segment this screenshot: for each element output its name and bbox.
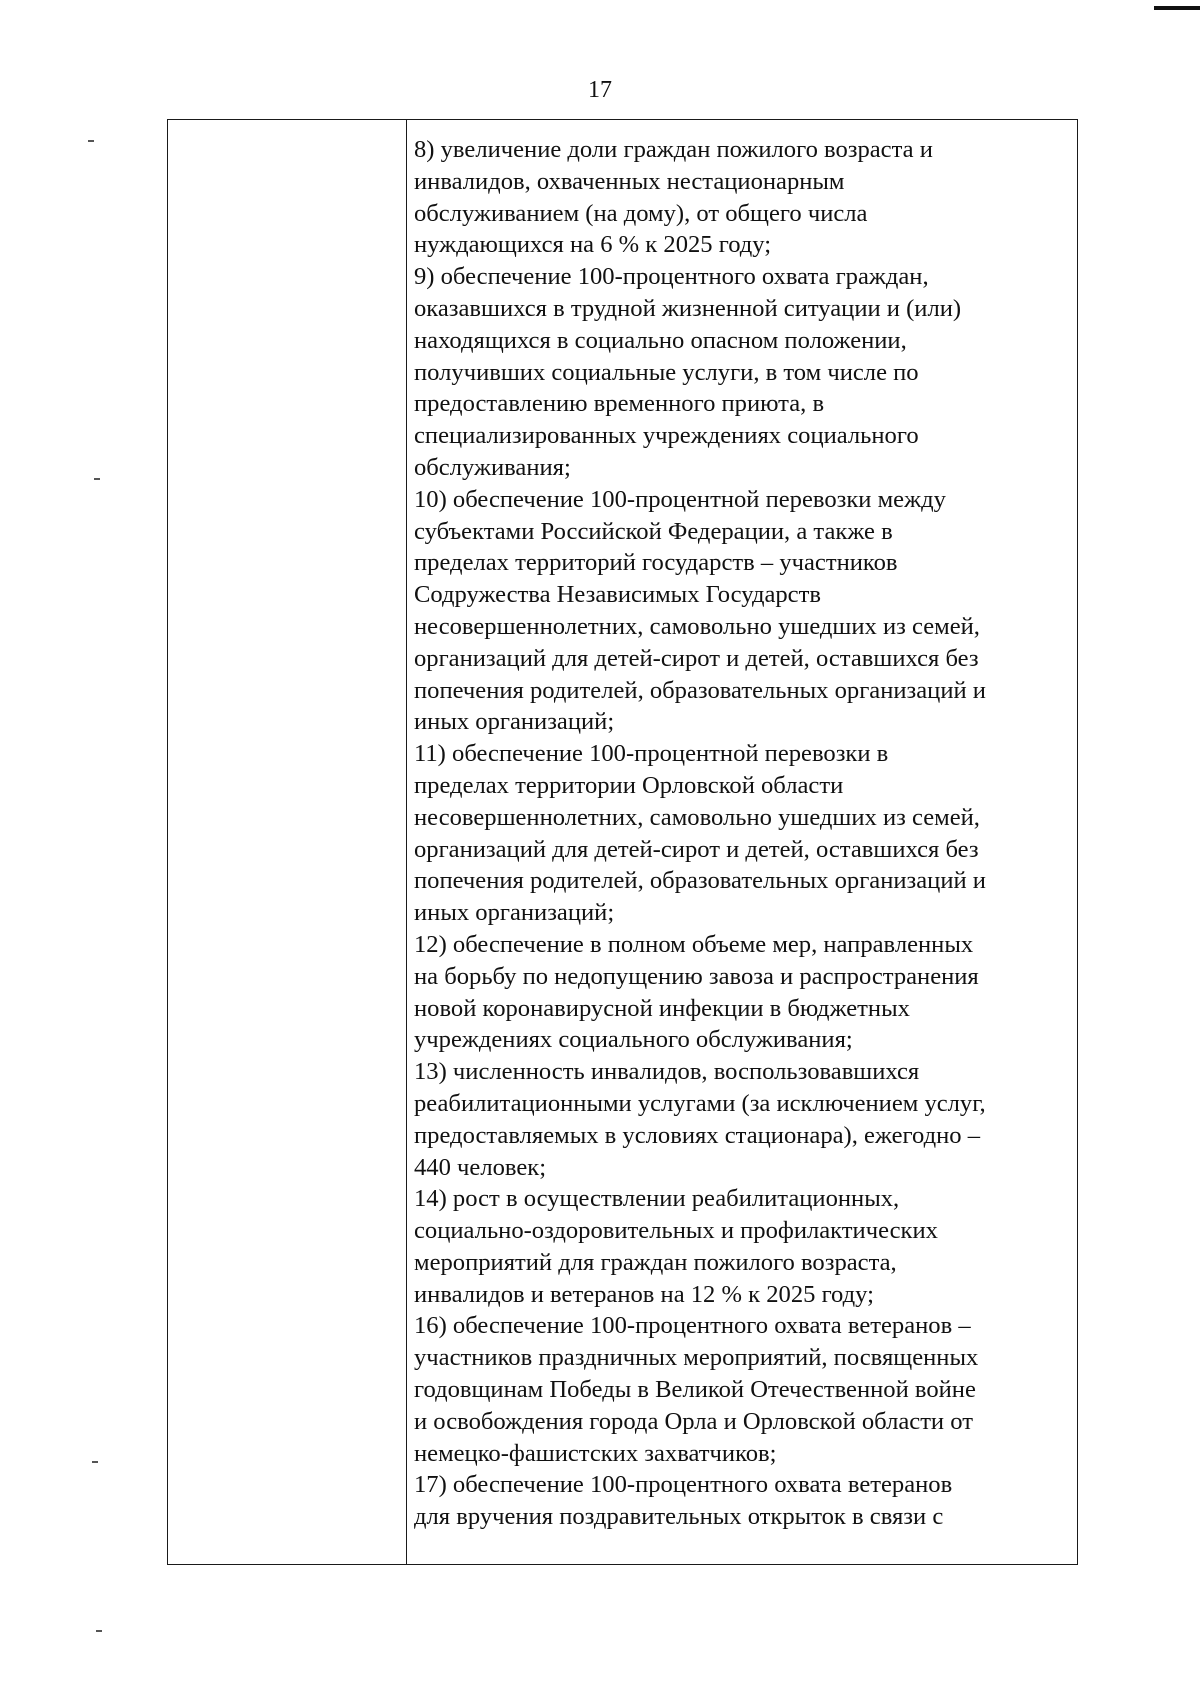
text-line: для вручения поздравительных открыток в связи с bbox=[414, 1503, 944, 1531]
text-line: несовершеннолетних, самовольно ушедших из семей, bbox=[414, 803, 980, 831]
page-number: 17 bbox=[588, 77, 612, 103]
text-line: оказавшихся в трудной жизненной ситуации и (или) bbox=[414, 294, 962, 322]
text-line: обслуживанием (на дому), от общего числа bbox=[414, 199, 868, 227]
text-line: годовщинам Победы в Великой Отечественной войне bbox=[414, 1376, 976, 1404]
text-line: субъектами Российской Федерации, а также в bbox=[414, 517, 893, 545]
text-line: на борьбу по недопущению завоза и распространения bbox=[414, 962, 979, 990]
text-line: 11) обеспечение 100-процентной перевозки в bbox=[414, 740, 889, 768]
text-line: 16) обеспечение 100-процентного охвата ветеранов – bbox=[414, 1312, 971, 1340]
text-line: новой коронавирусной инфекции в бюджетных bbox=[414, 994, 910, 1022]
text-line: иных организаций; bbox=[414, 899, 615, 927]
text-line: социально-оздоровительных и профилактических bbox=[414, 1217, 938, 1245]
text-line: инвалидов, охваченных нестационарным bbox=[414, 167, 845, 195]
text-line: инвалидов и ветеранов на 12 % к 2025 году; bbox=[414, 1280, 874, 1308]
text-line: 13) численность инвалидов, воспользовавшихся bbox=[414, 1058, 920, 1086]
text-line: 17) обеспечение 100-процентного охвата ветеранов bbox=[414, 1471, 953, 1499]
cell-text-block bbox=[407, 120, 1077, 1533]
text-line: 440 человек; bbox=[414, 1153, 547, 1181]
text-line: пределах территории Орловской области bbox=[414, 771, 844, 799]
text-line: организаций для детей-сирот и детей, оставшихся без bbox=[414, 835, 979, 863]
text-line: 14) рост в осуществлении реабилитационных, bbox=[414, 1185, 900, 1213]
text-line: и освобождения города Орла и Орловской области от bbox=[414, 1407, 973, 1435]
text-line: специализированных учреждениях социального bbox=[414, 422, 919, 450]
text-line: мероприятий для граждан пожилого возраста, bbox=[414, 1248, 897, 1276]
document-table bbox=[167, 119, 1078, 1565]
table-right-cell bbox=[407, 120, 1078, 1565]
table-left-cell bbox=[168, 120, 407, 1565]
text-line: 9) обеспечение 100-процентного охвата граждан, bbox=[414, 263, 929, 291]
text-line: получивших социальные услуги, в том числе по bbox=[414, 358, 919, 386]
scan-margin-mark bbox=[88, 140, 94, 142]
text-line: организаций для детей-сирот и детей, оставшихся без bbox=[414, 644, 979, 672]
text-line: предоставляемых в условиях стационара), ежегодно – bbox=[414, 1121, 981, 1149]
text-line: пределах территорий государств – участников bbox=[414, 549, 898, 577]
text-line: 8) увеличение доли граждан пожилого возраста и bbox=[414, 136, 933, 163]
text-line: предоставлению временного приюта, в bbox=[414, 390, 825, 418]
text-line: учреждениях социального обслуживания; bbox=[414, 1026, 853, 1054]
text-line: попечения родителей, образовательных организаций и bbox=[414, 676, 986, 704]
text-line: нуждающихся на 6 % к 2025 году; bbox=[414, 231, 772, 259]
text-line: реабилитационными услугами (за исключением услуг, bbox=[414, 1089, 986, 1117]
scan-margin-mark bbox=[96, 1630, 102, 1632]
text-line: иных организаций; bbox=[414, 708, 615, 736]
text-line: Содружества Независимых Государств bbox=[414, 581, 821, 609]
text-line: участников праздничных мероприятий, посвященных bbox=[414, 1344, 979, 1372]
text-line: несовершеннолетних, самовольно ушедших из семей, bbox=[414, 612, 980, 640]
scan-margin-mark bbox=[94, 478, 100, 480]
text-line: 10) обеспечение 100-процентной перевозки между bbox=[414, 485, 946, 513]
table-row bbox=[168, 120, 1078, 1565]
scan-margin-mark bbox=[92, 1461, 98, 1463]
text-line: немецко-фашистских захватчиков; bbox=[414, 1439, 777, 1467]
text-line: попечения родителей, образовательных организаций и bbox=[414, 867, 986, 895]
text-line: 12) обеспечение в полном объеме мер, направленных bbox=[414, 930, 974, 958]
text-line: обслуживания; bbox=[414, 453, 571, 481]
text-line: находящихся в социально опасном положении, bbox=[414, 326, 907, 354]
scan-corner-mark bbox=[1154, 6, 1200, 10]
